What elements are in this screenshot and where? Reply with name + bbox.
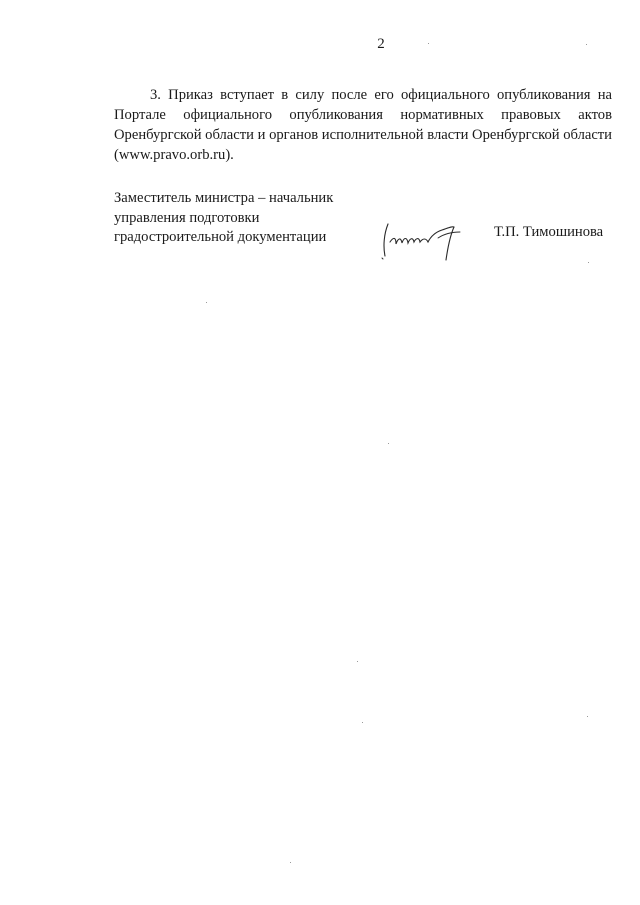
scan-speck — [290, 862, 291, 863]
signatory-title — [114, 189, 374, 248]
handwritten-signature — [376, 212, 476, 272]
signatory-title-line-3: градостроительной документации — [114, 229, 327, 245]
scan-speck — [428, 43, 429, 44]
page-number: 2 — [377, 36, 385, 52]
signatory-title-line-2: управления подготовки — [114, 209, 260, 226]
scan-speck — [588, 262, 589, 263]
scan-speck — [388, 443, 389, 444]
scan-speck — [587, 716, 588, 717]
scan-speck — [206, 302, 207, 303]
scan-speck — [362, 722, 363, 723]
signatory-name: Т.П. Тимошинова — [494, 224, 604, 240]
scan-speck — [357, 661, 358, 662]
scan-speck — [586, 44, 587, 45]
signatory-title-line-1: Заместитель министра – начальник — [114, 190, 334, 206]
clause-3-paragraph: 3. Приказ вступает в силу после его официального опубликования на Портале официального опубликования нормативных правовых актов Оренбургской области и органов исполнительной власти Оренбургской области (www.pravo.orb.ru). — [114, 87, 612, 163]
